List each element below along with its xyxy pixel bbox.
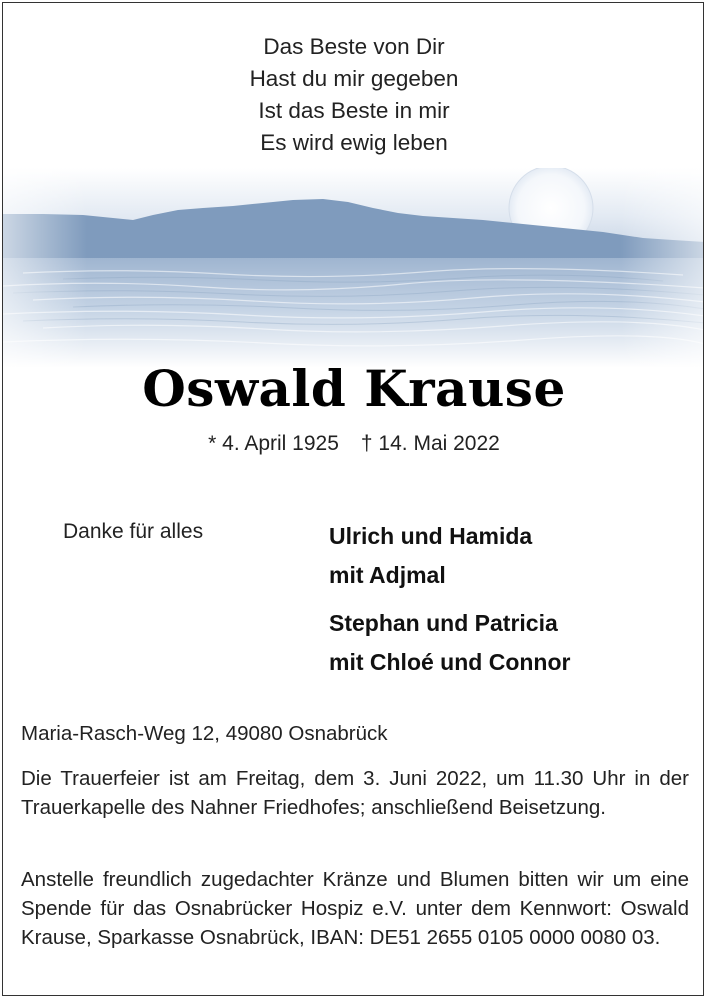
family-line: Stephan und Patricia [329, 610, 558, 636]
poem-line: Das Beste von Dir [263, 34, 445, 59]
poem-line: Hast du mir gegeben [249, 66, 459, 91]
thanks-text: Danke für alles [63, 520, 204, 543]
death-date: † 14. Mai 2022 [360, 432, 500, 455]
family-group [329, 604, 689, 682]
life-dates [3, 429, 704, 459]
lake-landscape-image [3, 168, 704, 368]
family-line: mit Chloé und Connor [329, 649, 571, 675]
birth-date: * 4. April 1925 [208, 432, 339, 455]
family-line: mit Adjmal [329, 562, 446, 588]
donation-info: Anstelle freundlich zugedachter Kränze und Blumen bitten wir um eine Spende für das Osnabrücker Hospiz e.V. unter dem Kennwort: Oswald Krause, Sparkasse Osnabrück, IBAN: DE51 2655 0105 0000 0080 03. [21, 868, 689, 949]
family-signatures [329, 517, 689, 691]
family-line: Ulrich und Hamida [329, 523, 533, 549]
poem-line: Es wird ewig leben [260, 130, 448, 155]
poem-line: Ist das Beste in mir [258, 98, 450, 123]
deceased-name: Oswald Krause [142, 359, 566, 418]
obituary-card [2, 2, 704, 996]
address: Maria-Rasch-Weg 12, 49080 Osnabrück [21, 722, 388, 745]
family-group [329, 517, 689, 595]
ceremony-info: Die Trauerfeier ist am Freitag, dem 3. Juni 2022, um 11.30 Uhr in der Trauerkapelle des Nahner Friedhofes; anschließend Beisetzung. [21, 767, 689, 819]
poem [3, 31, 704, 159]
